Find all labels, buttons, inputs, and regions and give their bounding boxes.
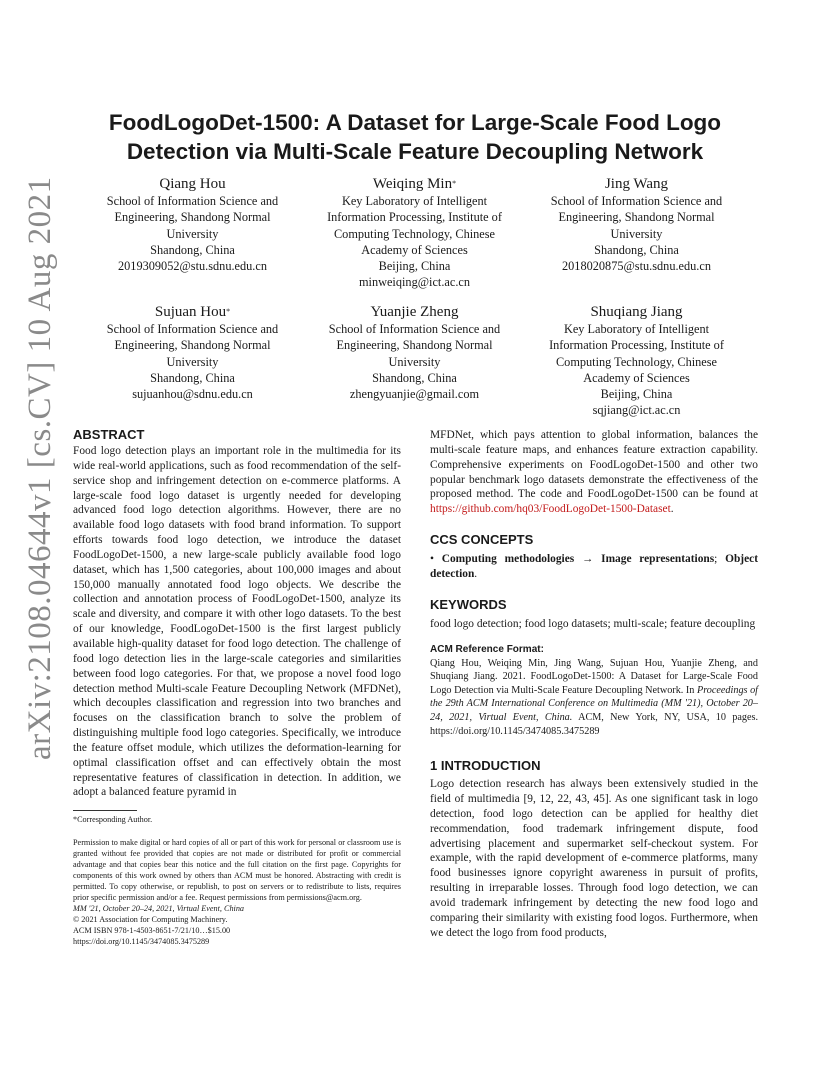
author-email: minweiqing@ict.ac.cn [358, 275, 471, 290]
author-affiliation: Computing Technology, Chinese [555, 354, 718, 369]
author-block [534, 303, 739, 419]
permission-copyright: © 2021 Association for Computing Machinery. [73, 915, 228, 924]
author-block [312, 175, 517, 291]
author-email: sqjiang@ict.ac.cn [592, 403, 681, 418]
author-affiliation: University [610, 226, 663, 241]
author-name: Weiqing Min* [372, 176, 457, 192]
author-block [312, 303, 517, 402]
author-block [90, 303, 295, 402]
author-affiliation: Engineering, Shandong Normal [558, 210, 715, 225]
author-affiliation: Engineering, Shandong Normal [114, 338, 271, 353]
permission-text: Permission to make digital or hard copies of all or part of this work for personal or classroom use is granted without fee provided that copies are not made or distributed for profit or commercial advantage and that copies bear this notice and the full citation on the first page. Copyrights for components of this work owned by others than ACM must be honored. Abstracting with credit is permitted. To copy otherwise, or republish, to post on servers or to redistribute to lists, requires prior specific permission and/or a fee. Request permissions from permissions@acm.org. [73, 838, 401, 902]
author-location: Beijing, China [600, 387, 673, 402]
author-affiliation: University [166, 226, 219, 241]
author-email: 2018020875@stu.sdnu.edu.cn [562, 259, 711, 274]
right-column [430, 428, 758, 940]
left-column [73, 426, 401, 800]
introduction-text: Logo detection research has always been extensively studied in the field of multimedia [9, 12, 22, 43, 45]. As one significant task in logo detection, food logo detection can be applied for healthy diet recommendation, food trademark infringement dispute, food advertising placement and supermarket self-checkout system. For example, with the rapid development of e-commerce platforms, many food businesses ignore copyright awareness in pursuit of profits, resulting in irreparable losses. Through food logo detection, we can avoid trademark infringement by detecting the new food logo and comparing their similarity with existing food logos. Furthermore, when we detect the logo from food products, [430, 778, 758, 939]
permission-venue: MM '21, October 20–24, 2021, Virtual Event, China [73, 904, 245, 913]
github-link[interactable]: https://github.com/hq03/FoodLogoDet-1500-Dataset [430, 503, 671, 516]
arxiv-stamp: arXiv:2108.04644v1 [cs.CV] 10 Aug 2021 [22, 176, 58, 760]
author-email: sujuanhou@sdnu.edu.cn [132, 387, 253, 402]
author-affiliation: Academy of Sciences [583, 370, 690, 385]
author-location: Shandong, China [372, 370, 457, 385]
author-affiliation: Engineering, Shandong Normal [114, 210, 271, 225]
author-affiliation: University [388, 354, 441, 369]
author-affiliation: Engineering, Shandong Normal [336, 338, 493, 353]
author-location: Shandong, China [594, 242, 679, 257]
author-affiliation: Computing Technology, Chinese [333, 226, 496, 241]
author-affiliation: Key Laboratory of Intelligent [563, 322, 710, 336]
title-line-2: Detection via Multi-Scale Feature Decoupling Network [126, 139, 704, 164]
author-affiliation: Information Processing, Institute of [327, 210, 502, 225]
acm-ref-text: Qiang Hou, Weiqing Min, Jing Wang, Sujuan Hou, Yuanjie Zheng, and Shuqiang Jiang. 2021. FoodLogoDet-1500: A Dataset for Large-Scale Food Logo Detection via Multi-Scale Feature Decoupling Network. In Proceedings of the 29th ACM International Conference on Multimedia (MM '21), October 20–24, 2021, Virtual Event, China. ACM, New York, NY, USA, 10 pages. https://doi.org/10.1145/3474085.3475289 [430, 657, 759, 737]
abstract-continued: MFDNet, which pays attention to global information, balances the multi-scale feature maps, and enhances feature extraction capability. Comprehensive experiments on FoodLogoDet-1500 and other two popular benchmark logo datasets demonstrate the effectiveness of the proposed method. The code and FoodLogoDet-1500 can be found at https://github.com/hq03/FoodLogoDet-1500-Dataset. [430, 429, 758, 516]
author-name: Qiang Hou [159, 176, 226, 192]
author-name: Jing Wang [604, 176, 669, 192]
author-email: 2019309052@stu.sdnu.edu.cn [118, 259, 267, 274]
permission-block [73, 837, 401, 947]
introduction-heading: 1 INTRODUCTION [430, 758, 541, 774]
permission-doi: https://doi.org/10.1145/3474085.3475289 [73, 937, 210, 946]
author-affiliation: School of Information Science and [328, 322, 501, 336]
author-affiliation: School of Information Science and [106, 194, 279, 208]
author-location: Beijing, China [378, 259, 451, 274]
author-affiliation: School of Information Science and [550, 194, 723, 208]
footnote: *Corresponding Author. [73, 815, 153, 824]
author-name: Yuanjie Zheng [370, 304, 459, 320]
author-location: Shandong, China [150, 370, 235, 385]
footnote-rule [73, 810, 137, 811]
author-affiliation: School of Information Science and [106, 322, 279, 336]
ccs-text: • Computing methodologies → Image representations; Object detection. [430, 553, 758, 580]
author-affiliation: Information Processing, Institute of [549, 338, 724, 353]
keywords-heading: KEYWORDS [430, 596, 507, 612]
ccs-heading: CCS CONCEPTS [430, 532, 534, 548]
author-block [534, 175, 739, 274]
abstract-heading: ABSTRACT [73, 427, 145, 442]
title-line-1: FoodLogoDet-1500: A Dataset for Large-Scale Food Logo [108, 110, 722, 135]
author-block [90, 175, 295, 274]
author-affiliation: University [166, 354, 219, 369]
abstract-text: Food logo detection plays an important role in the multimedia for its wide real-world applications, such as food recommendation of the self-service shop and infringement detection on e-commerce platforms. A large-scale food logo dataset is urgently needed for developing advanced food logo detection algorithms. However, there are no available food logo datasets with food brand information. To support efforts towards food logo detection, we introduce the dataset FoodLogoDet-1500, a new large-scale publicly available food logo dataset, which has 1,500 categories, about 100,000 images and about 150,000 manually annotated food logo objects. We describe the collection and annotation process of FoodLogoDet-1500, analyze its scale and diversity, and compare it with other logo datasets. To the best of our knowledge, FoodLogoDet-1500 is the first largest publicly available high-quality dataset for food logo detection. The challenge of food logo detection lies in the large-scale categories and similarities between food logo categories. For that, we propose a novel food logo detection method Multi-scale Feature Decoupling Network (MFDNet), which decouples classification and regression into two branches and focuses on the classification branch to solve the problem of distinguishing multiple food logo categories. Specifically, we introduce the feature offset module, which utilizes the deformation-learning for optimal classification offset and can effectively obtain the most representative features of classification in detection. In addition, we adopt a balanced feature pyramid in [73, 445, 401, 799]
author-name: Shuqiang Jiang [590, 304, 683, 320]
keywords-text: food logo detection; food logo datasets; multi-scale; feature decoupling [430, 617, 756, 630]
acm-ref-heading: ACM Reference Format: [430, 643, 544, 655]
author-email: zhengyuanjie@gmail.com [349, 387, 480, 402]
author-location: Shandong, China [150, 242, 235, 257]
paper-title [80, 108, 750, 166]
author-name: Sujuan Hou* [154, 304, 231, 320]
author-affiliation: Academy of Sciences [361, 242, 468, 257]
permission-isbn: ACM ISBN 978-1-4503-8651-7/21/10…$15.00 [73, 926, 231, 935]
author-affiliation: Key Laboratory of Intelligent [341, 194, 488, 208]
